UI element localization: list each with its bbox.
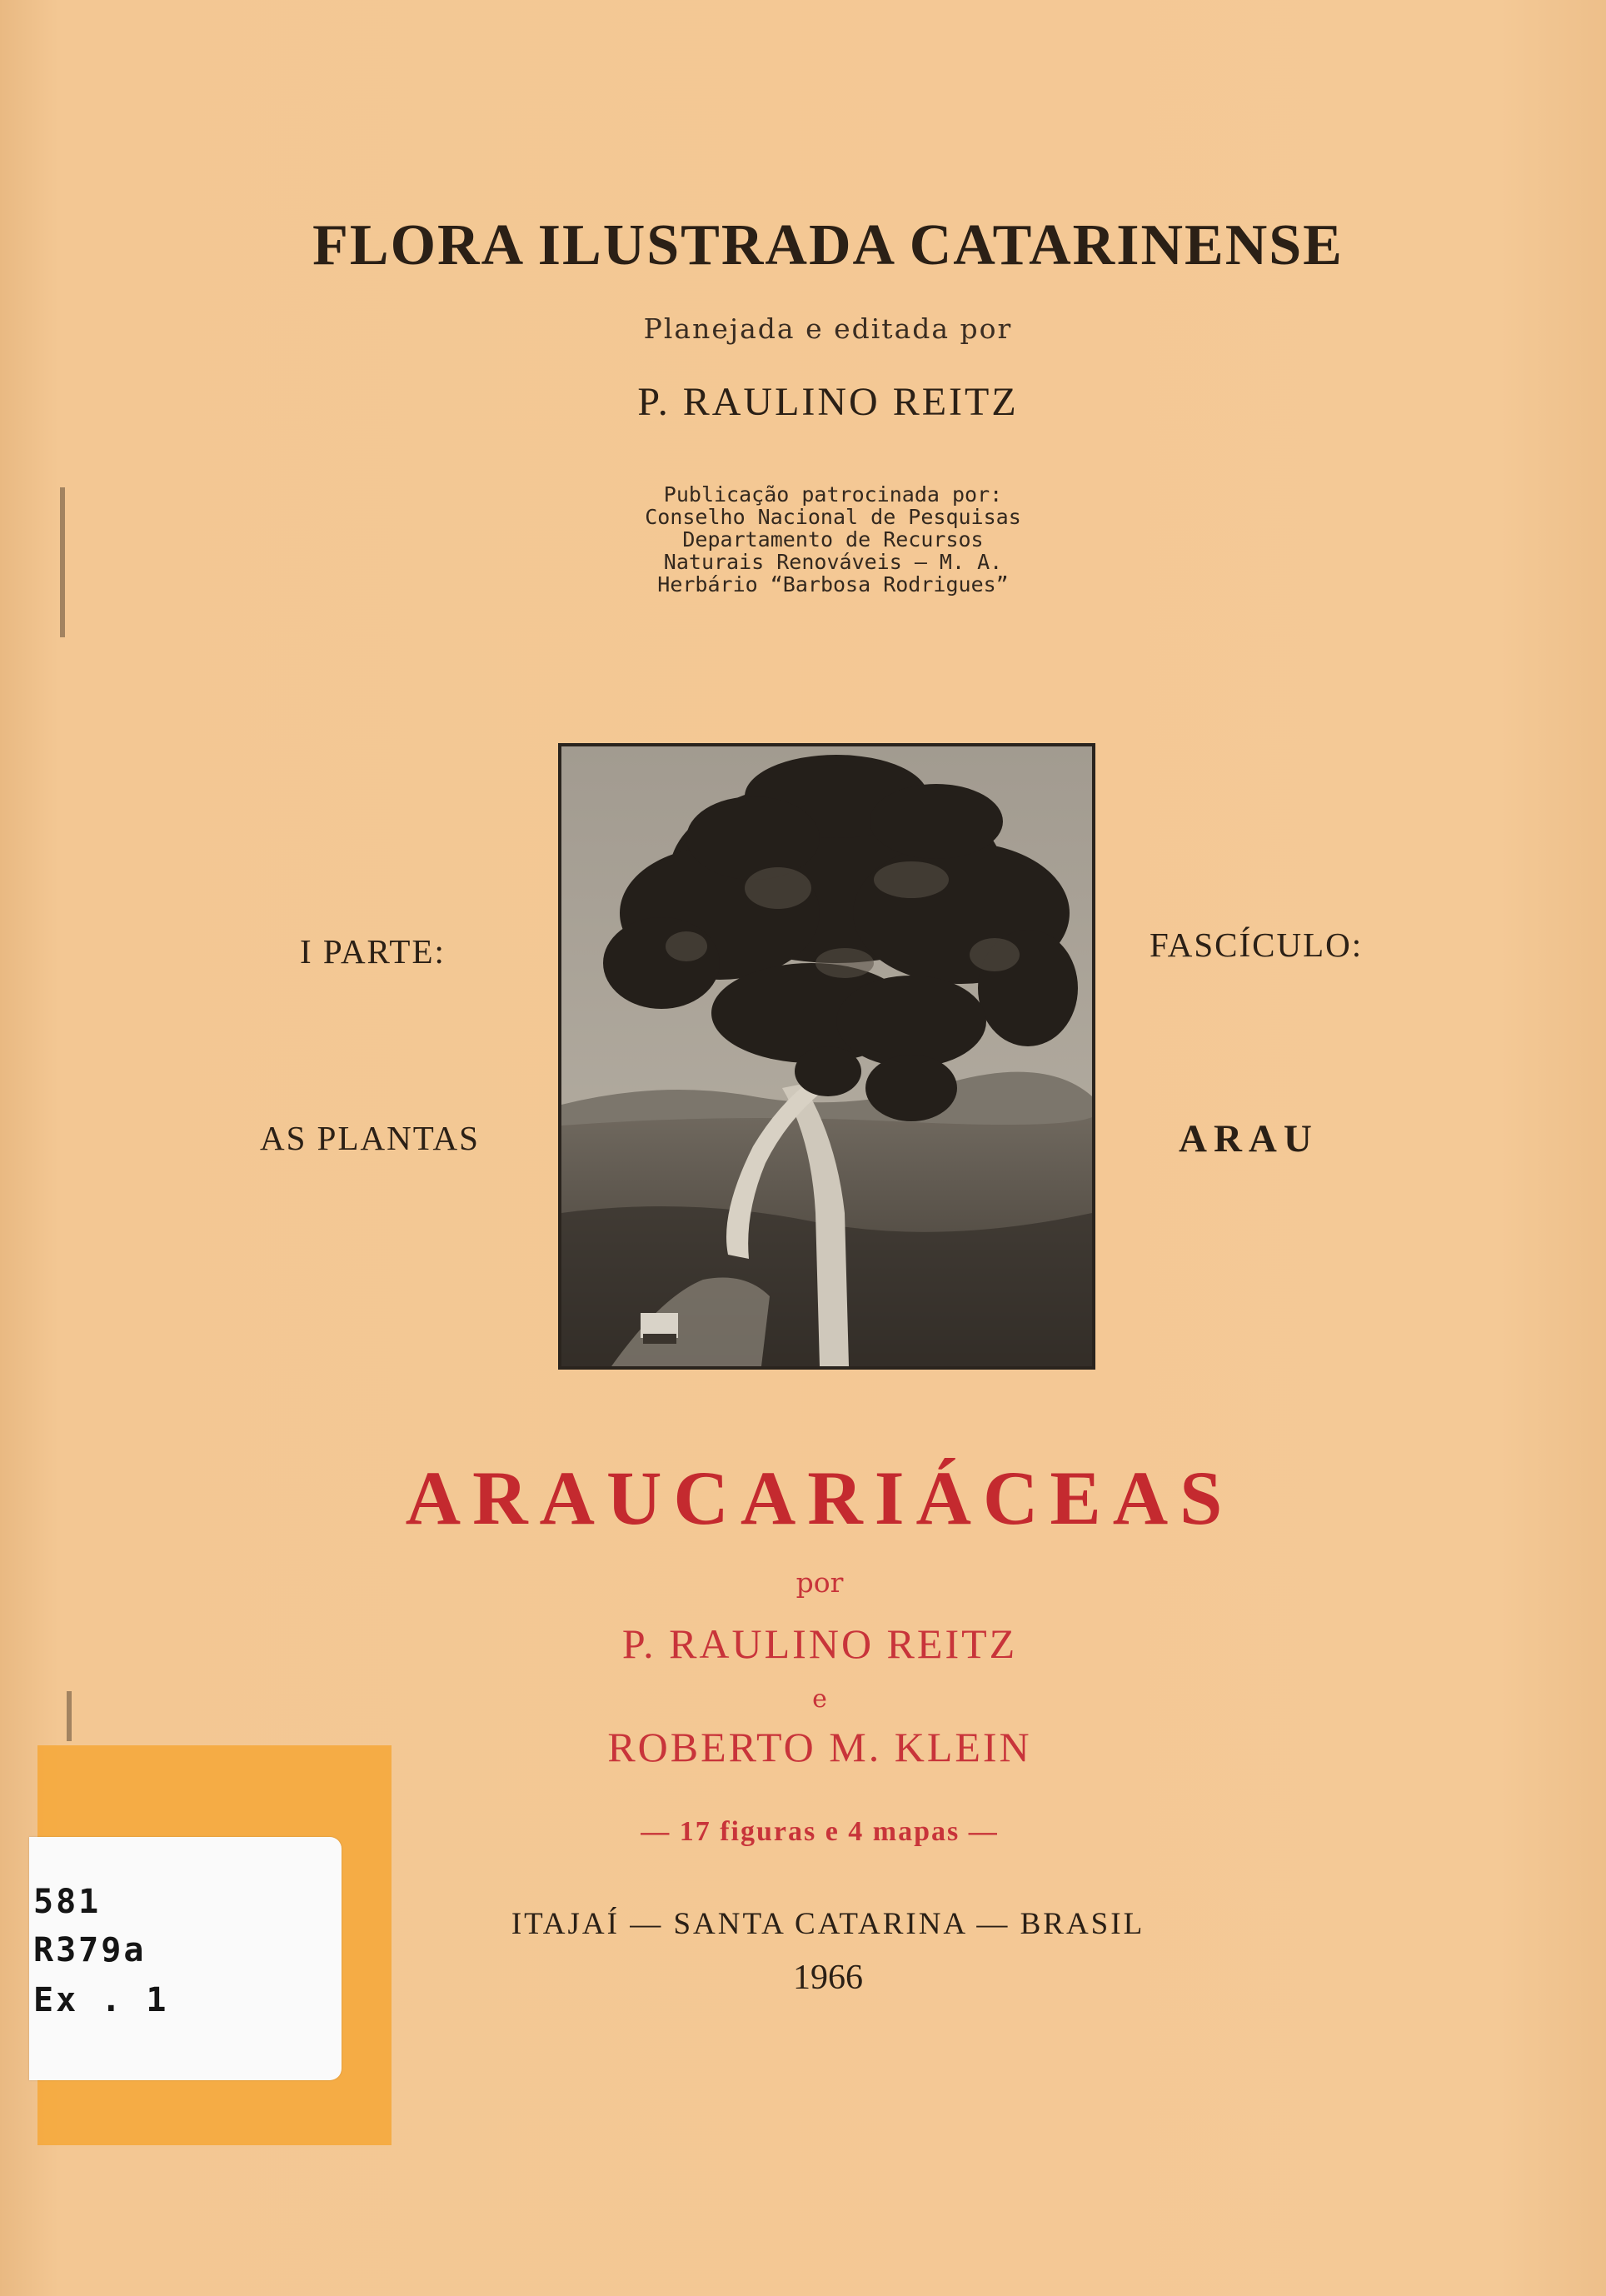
author-2: ROBERTO M. KLEIN (607, 1724, 1032, 1770)
publication-year: 1966 (793, 1959, 863, 1997)
spine-wear-mark (60, 487, 65, 637)
sponsorship-line: Herbário “Barbosa Rodrigues” (657, 572, 1009, 596)
book-title: ARAUCARIÁCEAS (405, 1455, 1234, 1540)
fascicle-label: FASCÍCULO: (1150, 926, 1364, 964)
sponsorship-line: Publicação patrocinada por: (663, 482, 1003, 507)
part-label: I PARTE: (300, 932, 446, 971)
sponsorship-line: Naturais Renováveis — M. A. (663, 550, 1003, 574)
by-caption: por (796, 1566, 844, 1599)
call-number-line: 581 (33, 1883, 102, 1921)
araucaria-tree-photo (558, 743, 1095, 1370)
sponsorship-block (608, 483, 1058, 596)
part-name: AS PLANTAS (260, 1119, 480, 1157)
figures-note: — 17 figuras e 4 mapas — (641, 1816, 999, 1847)
author-1: P. RAULINO REITZ (621, 1620, 1018, 1667)
series-title: FLORA ILUSTRADA CATARINENSE (312, 213, 1344, 277)
call-number-line: Ex . 1 (33, 1981, 169, 2019)
edited-by-caption: Planejada e editada por (643, 312, 1013, 345)
editor-name: P. RAULINO REITZ (637, 380, 1019, 424)
sponsorship-line: Departamento de Recursos (682, 527, 984, 552)
sponsorship-line: Conselho Nacional de Pesquisas (645, 505, 1021, 529)
publication-place: ITAJAÍ — SANTA CATARINA — BRASIL (511, 1907, 1145, 1941)
call-number-line: R379a (33, 1931, 147, 1969)
tree-photo-illustration (561, 746, 1092, 1366)
and-caption: e (812, 1685, 827, 1714)
fascicle-code: ARAU (1179, 1117, 1319, 1160)
